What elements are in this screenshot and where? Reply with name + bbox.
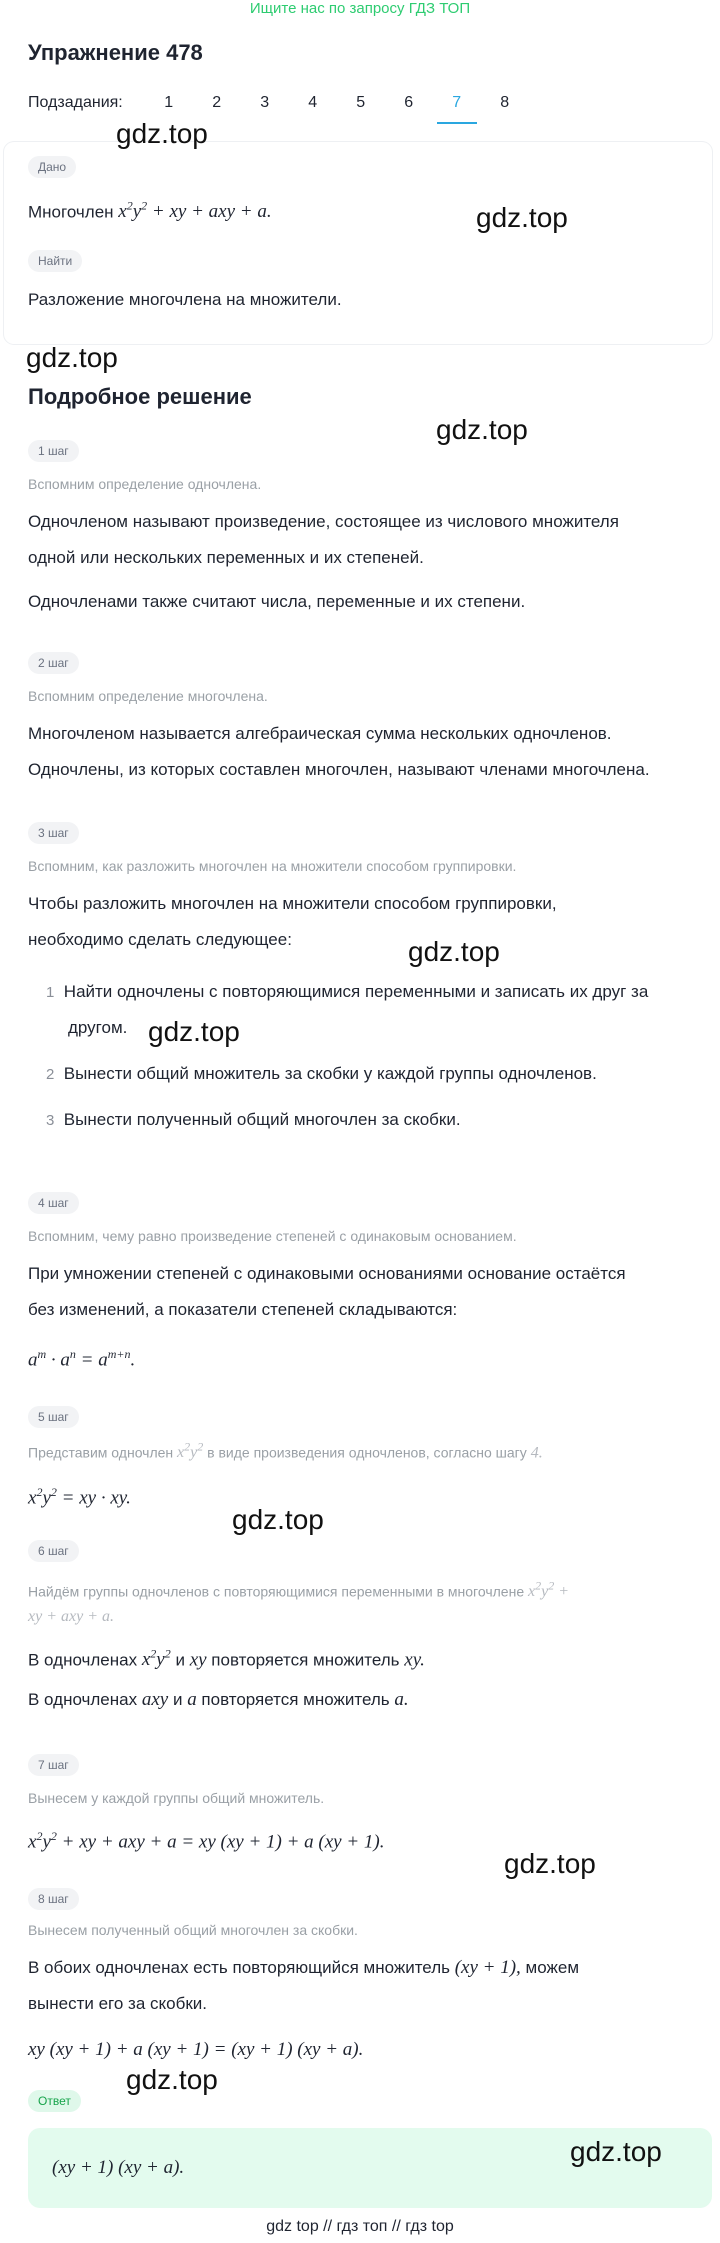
step5-chip: 5 шаг: [28, 1406, 79, 1428]
search-banner: Ищите нас по запросу ГДЗ ТОП: [249, 0, 471, 17]
step6-line2: В одночленах axy и a повторяется множитель a.: [28, 1689, 409, 1710]
subtask-tab-1[interactable]: 1: [164, 94, 174, 111]
step4-formula: $a^m \cdot a^n = a^{m+n}$.: [28, 1347, 136, 1371]
footer-link-gdz-top-mixed[interactable]: гдз top: [405, 2218, 454, 2235]
step1-chip: 1 шаг: [28, 440, 79, 462]
step5-formula: $x^2y^2$ = xy · xy.: [28, 1485, 131, 1509]
step3-chip: 3 шаг: [28, 822, 79, 844]
watermark-7: gdz.top: [232, 1504, 324, 1535]
subtask-tab-3[interactable]: 3: [260, 94, 270, 111]
watermark-6: gdz.top: [148, 1016, 240, 1047]
watermark-9: gdz.top: [126, 2064, 218, 2095]
watermark-4: gdz.top: [436, 414, 528, 445]
step4-p1a: При умножении степеней с одинаковыми основаниями основание остаётся: [28, 1264, 626, 1283]
subtasks-label: Подзадания:: [28, 94, 123, 111]
step6-chip: 6 шаг: [28, 1540, 79, 1562]
subtasks-nav: [28, 94, 529, 112]
step3-p1b: необходимо сделать следующее:: [28, 930, 292, 949]
footer-link-gdz-top-ru[interactable]: гдз топ: [336, 2218, 388, 2235]
step3-list-item-1: 1 Найти одночлены с повторяющимися переменными и записать их друг за: [46, 982, 649, 1001]
answer-chip: Ответ: [28, 2090, 81, 2112]
step8-p1c: вынести его за скобки.: [28, 1994, 208, 2013]
subtask-tab-6[interactable]: 6: [404, 94, 414, 111]
step4-p1b: без изменений, а показатели степеней складываются:: [28, 1300, 458, 1319]
step2-hint: Вспомним определение многочлена.: [28, 688, 268, 704]
subtask-tab-7[interactable]: 7: [433, 94, 481, 112]
step1-hint: Вспомним определение одночлена.: [28, 476, 262, 492]
step6-hint: Найдём группы одночленов с повторяющимися переменными в многочлене $x^2y^2$ + xy + axy + a.: [28, 1579, 570, 1626]
step6-line1: В одночленах $x^2y^2$ и xy повторяется множитель xy.: [28, 1647, 425, 1671]
step1-p1a: Одночленом называют произведение, состоящее из числового множителя: [28, 512, 619, 531]
footer: [0, 2218, 720, 2236]
step1-p1b: одной или нескольких переменных и их степеней.: [28, 548, 424, 567]
step7-formula: $x^2y^2$ + xy + axy + a = xy (xy + 1) + a (xy + 1).: [28, 1829, 385, 1853]
given-formula: $x^2y^2$ + xy + axy + a.: [118, 199, 272, 223]
step3-p1a: Чтобы разложить многочлен на множители способом группировки,: [28, 894, 557, 913]
step8-chip: 8 шаг: [28, 1888, 79, 1910]
step3-list-item-1-cont: другом.: [68, 1018, 128, 1037]
watermark-1: gdz.top: [116, 118, 208, 149]
step2-p2: Одночлены, из которых составлен многочлен, называют членами многочлена.: [28, 760, 650, 779]
subtask-tab-2[interactable]: 2: [212, 94, 222, 111]
step8-p1: В обоих одночленах есть повторяющийся множитель (xy + 1), можем: [28, 1957, 580, 1978]
step3-list-item-3: 3 Вынести полученный общий многочлен за скобки.: [46, 1110, 461, 1129]
given-chip: Дано: [28, 156, 76, 178]
watermark-10: gdz.top: [570, 2136, 662, 2167]
page-title: Упражнение 478: [28, 40, 203, 65]
step1-p2: Одночленами также считают числа, переменные и их степени.: [28, 592, 526, 611]
step2-p1: Многочленом называется алгебраическая сумма нескольких одночленов.: [28, 724, 612, 743]
subtask-tab-4[interactable]: 4: [308, 94, 318, 111]
step8-hint: Вынесем полученный общий многочлен за скобки.: [28, 1922, 358, 1938]
watermark-3: gdz.top: [26, 342, 118, 373]
step4-chip: 4 шаг: [28, 1192, 79, 1214]
step4-hint: Вспомним, чему равно произведение степеней с одинаковым основанием.: [28, 1228, 517, 1244]
watermark-8: gdz.top: [504, 1848, 596, 1879]
step3-list-item-2: 2 Вынести общий множитель за скобки у каждой группы одночленов.: [46, 1064, 597, 1083]
step7-chip: 7 шаг: [28, 1754, 79, 1776]
watermark-5: gdz.top: [408, 936, 500, 967]
footer-sep-1: //: [323, 2218, 333, 2235]
given-text: Многочлен $x^2y^2$ + xy + axy + a.: [28, 199, 272, 223]
step7-hint: Вынесем у каждой группы общий множитель.: [28, 1790, 325, 1806]
find-text: Разложение многочлена на множители.: [28, 290, 342, 309]
step2-chip: 2 шаг: [28, 652, 79, 674]
footer-link-gdz-top[interactable]: gdz top: [266, 2218, 319, 2235]
subtask-tab-5[interactable]: 5: [356, 94, 366, 111]
watermark-2: gdz.top: [476, 202, 568, 233]
find-chip: Найти: [28, 250, 82, 272]
answer-formula: (xy + 1) (xy + a).: [52, 2157, 185, 2178]
solution-title: Подробное решение: [28, 384, 252, 409]
footer-sep-2: //: [391, 2218, 401, 2235]
subtask-tab-8[interactable]: 8: [500, 94, 510, 111]
step8-formula: xy (xy + 1) + a (xy + 1) = (xy + 1) (xy + a).: [28, 2039, 364, 2060]
step5-hint: Представим одночлен $x^2y^2$ в виде произведения одночленов, согласно шагу 4.: [28, 1440, 543, 1462]
step3-hint: Вспомним, как разложить многочлен на множители способом группировки.: [28, 858, 517, 874]
